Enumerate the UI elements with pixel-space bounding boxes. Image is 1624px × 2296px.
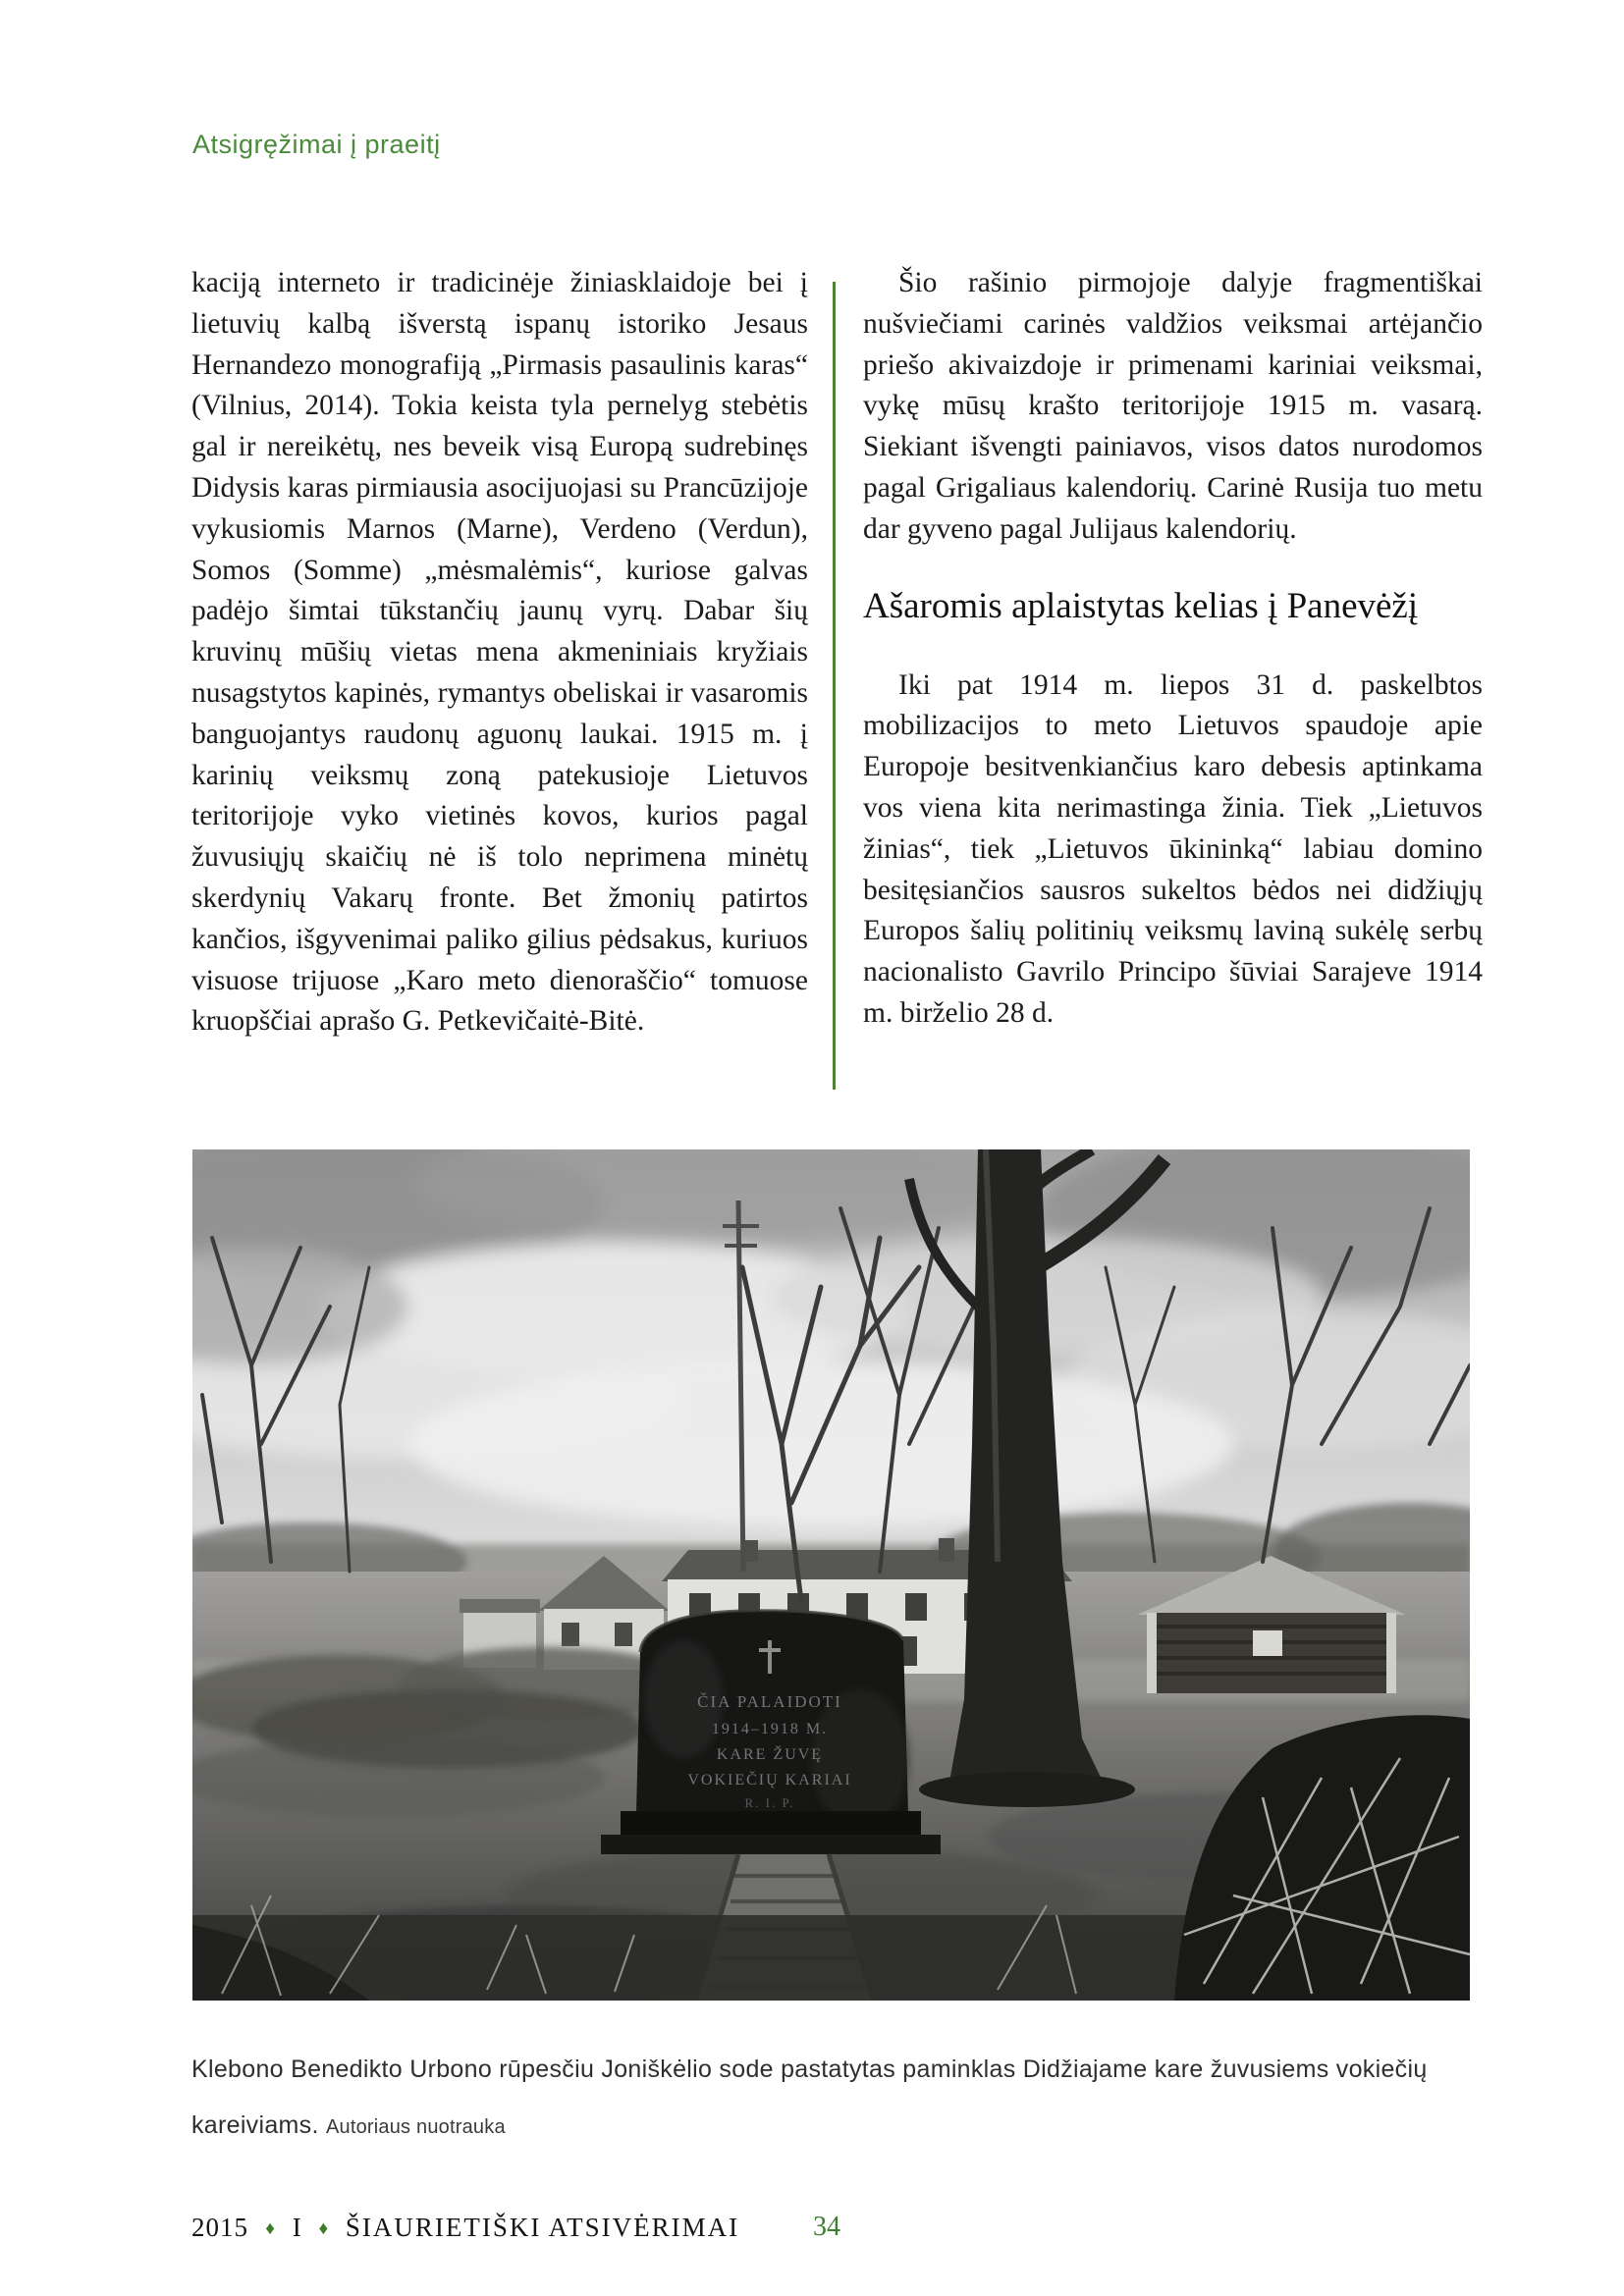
footer-year: 2015	[191, 2213, 248, 2242]
column-left	[191, 263, 808, 1042]
monument-inscription-line: ČIA PALAIDOTI	[697, 1692, 842, 1711]
body-paragraph: kaciją interneto ir tradicinėje žiniasklaidoje bei į lietuvių kalbą išverstą ispanų istoriko Jesaus Hernandezo monografiją „Pirmasis pasaulinis karas“ (Vilnius, 2014). Tokia keista tyla pernelyg stebėtis gal ir nereikėtų, nes beveik visą Europą sudrebinęs Didysis karas pirmiausia asocijuojasi su Prancūzijoje vykusiomis Marnos (Marne), Verdeno (Verdun), Somos (Somme) „mėsmalėmis“, kuriose galvas padėjo šimtai tūkstančių jaunų vyrų. Dabar šių kruvinų mūšių vietas mena akmeniniais kryžiais nusagstytos kapinės, rymantys obeliskai ir vasaromis banguojantys raudonų aguonų laukai. 1915 m. į karinių veiksmų zoną patekusioje Lietuvos teritorijoje vyko vietinės kovos, kurios pagal žuvusiųjų skaičių nė iš tolo neprimena minėtų skerdynių Vakarų fronte. Bet žmonių patirtos kančios, išgyvenimai paliko gilius pėdsakus, kuriuos visuose trijuose „Karo meto dienoraščio“ tomuose kruopščiai aprašo G. Petkevičaitė-Bitė.	[191, 267, 808, 1038]
monument-inscription-line: R. I. P.	[744, 1795, 795, 1810]
section-label: Atsigręžimai į praeitį	[192, 130, 441, 159]
photo-caption	[191, 2042, 1497, 2156]
column-right	[863, 263, 1483, 1035]
body-paragraph: Šio rašinio pirmojoje dalyje fragmentiškai nušviečiami carinės valdžios veiksmai artėjančio priešo akivaizdoje ir primenami kariniai veiksmai, vykę mūsų krašto teritorijoje 1915 m. vasarą. Siekiant išvengti painiavos, visos datos nurodomos pagal Grigaliaus kalendorių. Carinė Rusija tuo metu dar gyveno pagal Julijaus kalendorių.	[863, 267, 1483, 545]
diamond-separator-icon: ♦	[265, 2218, 276, 2239]
diamond-separator-icon: ♦	[318, 2218, 329, 2239]
photo-caption-credit: Autoriaus nuotrauka	[325, 2116, 506, 2138]
memorial-photo	[192, 1149, 1470, 2001]
footer-journal-title: ŠIAURIETIŠKI ATSIVĖRIMAI	[345, 2213, 740, 2242]
photo-caption-text: Klebono Benedikto Urbono rūpesčiu Joniškėlio sode pastatytas paminklas Didžiajame kare žuvusiems vokiečių kareiviams.	[191, 2056, 1428, 2139]
section-heading: Ašaromis aplaistytas kelias į Panevėžį	[863, 585, 1419, 626]
body-paragraph: Iki pat 1914 m. liepos 31 d. paskelbtos mobilizacijos to meto Lietuvos spaudoje apie Europoje besitvenkiančius karo debesis aptinkama vos viena kita nerimastinga žinia. Tiek „Lietuvos žinias“, tiek „Lietuvos ūkininką“ labiau domino besitęsiančios sausros sukeltos bėdos nei didžiųjų Europos šalių politinių veiksmų laviną sukėlę serbų nacionalisto Gavrilo Principo šūviai Sarajeve 1914 m. birželio 28 d.	[863, 668, 1483, 1029]
monument-inscription-line: KARE ŽUVĘ	[716, 1746, 824, 1763]
page-number: 34	[813, 2212, 840, 2242]
monument-inscription-line: VOKIEČIŲ KARIAI	[687, 1772, 852, 1789]
footer-issue: I	[292, 2213, 302, 2242]
footer-line	[191, 2211, 739, 2246]
memorial-photo-illustration	[192, 1149, 1470, 2001]
monument-inscription-line: 1914–1918 M.	[711, 1721, 829, 1737]
photo-memorial-stone	[601, 1611, 941, 1854]
column-divider-rule	[833, 282, 836, 1090]
